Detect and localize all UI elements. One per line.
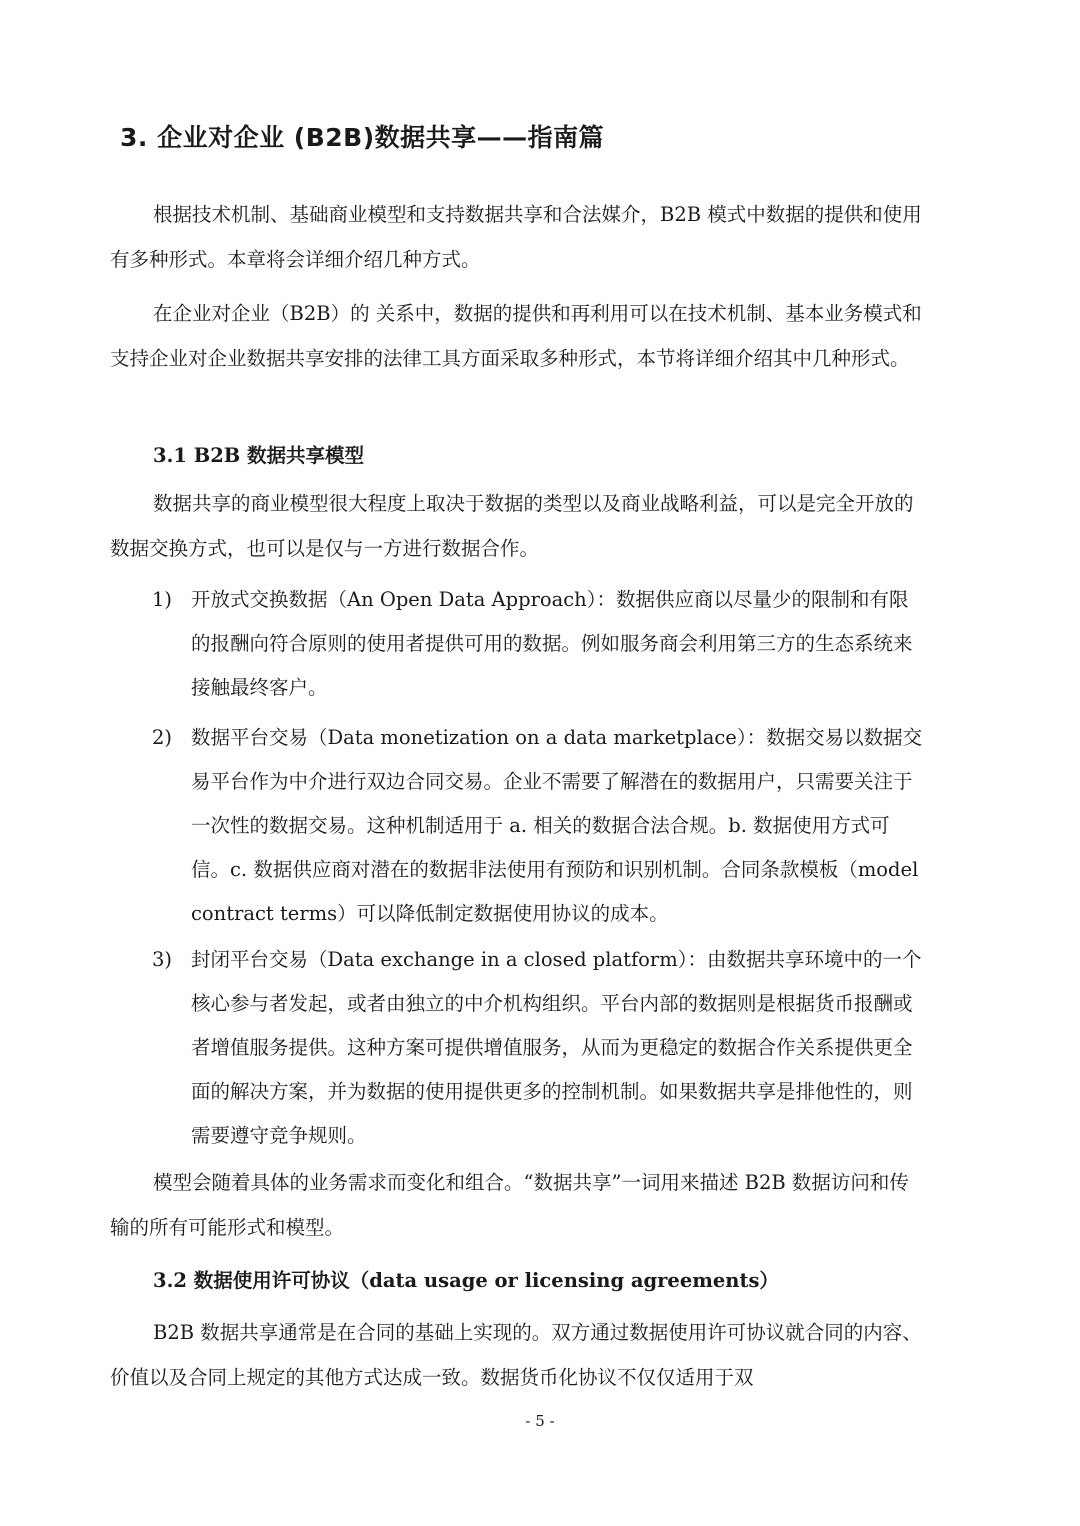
list-item-text: 开放式交换数据（An Open Data Approach）：数据供应商以尽量少的限制和有限的报酬向符合原则的使用者提供可用的数据。例如服务商会利用第三方的生态系统来接触最终客户。 — [191, 588, 913, 699]
list-item — [152, 716, 925, 936]
paragraph-3-2-intro: B2B 数据共享通常是在合同的基础上实现的。双方通过数据使用许可协议就合同的内容、价值以及合同上规定的其他方式达成一致。数据货币化协议不仅仅适用于双 — [110, 1321, 922, 1389]
paragraph-3-1-intro: 数据共享的商业模型很大程度上取决于数据的类型以及商业战略利益，可以是完全开放的数据交换方式，也可以是仅与一方进行数据合作。 — [110, 492, 914, 560]
list-item — [152, 578, 925, 710]
section-heading-3-2: 3.2 数据使用许可协议（data usage or licensing agreements） — [153, 1269, 779, 1292]
list-item — [152, 938, 925, 1158]
list-item-number: 3) — [152, 948, 173, 971]
list-item-text: 数据平台交易（Data monetization on a data marketplace）：数据交易以数据交易平台作为中介进行双边合同交易。企业不需要了解潜在的数据用户，只需要关注于一次性的数据交易。这种机制适用于 a. 相关的数据合法合规。b. 数据使用方式可信。c. 数据供应商对潜在的数据非法使用有预防和识别机制。合同条款模板（model contract terms）可以降低制定数据使用协议的成本。 — [191, 726, 923, 925]
paragraph-3-1-closing: 模型会随着具体的业务需求而变化和组合。“数据共享”一词用来描述 B2B 数据访问和传输的所有可能形式和模型。 — [110, 1171, 909, 1239]
chapter-heading: 3. 企业对企业 (B2B)数据共享——指南篇 — [120, 123, 605, 152]
section-heading-3-1: 3.1 B2B 数据共享模型 — [153, 444, 365, 467]
paragraph-b2b-relations: 在企业对企业（B2B）的 关系中，数据的提供和再利用可以在技术机制、基本业务模式和支持企业对企业数据共享安排的法律工具方面采取多种形式，本节将详细介绍其中几种形式。 — [110, 302, 922, 370]
page-number: - 5 - — [525, 1412, 555, 1430]
list-item-number: 1) — [152, 588, 173, 611]
list-item-text: 封闭平台交易（Data exchange in a closed platform）：由数据共享环境中的一个核心参与者发起，或者由独立的中介机构组织。平台内部的数据则是根据货币报酬或者增值服务提供。这种方案可提供增值服务，从而为更稳定的数据合作关系提供更全面的解决方案，并为数据的使用提供更多的控制机制。如果数据共享是排他性的，则需要遵守竞争规则。 — [191, 948, 922, 1147]
paragraph-intro: 根据技术机制、基础商业模型和支持数据共享和合法媒介，B2B 模式中数据的提供和使用有多种形式。本章将会详细介绍几种方式。 — [110, 203, 922, 271]
list-item-number: 2) — [152, 726, 173, 749]
